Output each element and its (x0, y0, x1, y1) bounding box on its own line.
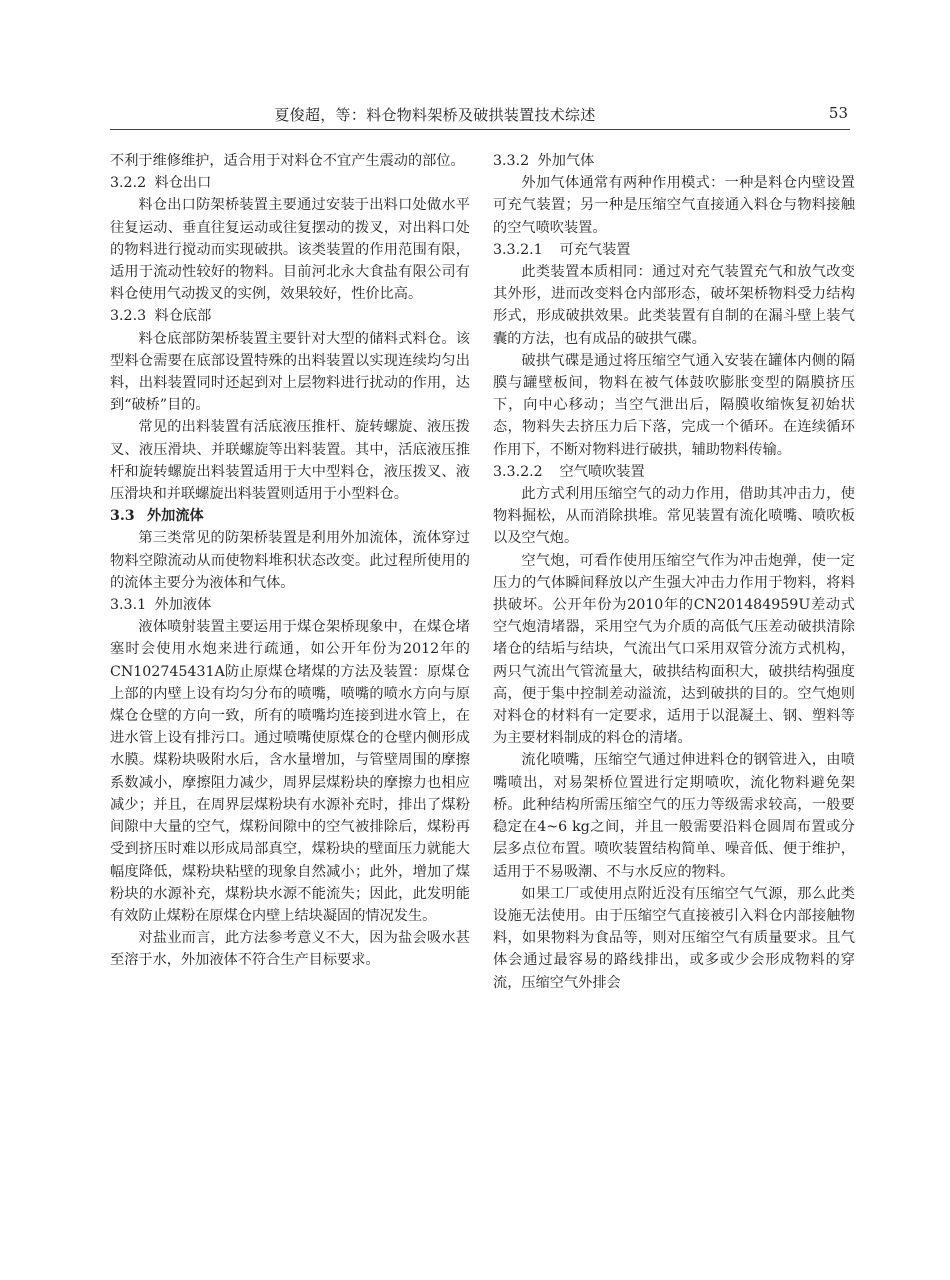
right-column (493, 150, 855, 994)
section-heading-3-3-1 (110, 594, 470, 616)
section-heading-3-3-2-2 (493, 461, 855, 483)
paragraph: 破拱气碟是通过将压缩空气通入安装在罐体内侧的隔膜与罐壁板间，物料在被气体鼓吹膨胀变型的隔膜挤压下，向中心移动；当空气泄出后，隔膜收缩恢复初始状态，物料失去挤压力后下落，完成一个循环。在连续循环作用下，不断对物料进行破拱，辅助物料传输。 (493, 352, 855, 458)
section-heading-3-2-2 (110, 172, 470, 194)
section-number: 3.3.1 (110, 597, 147, 614)
paragraph: 空气炮，可看作使用压缩空气作为冲击炮弹，使一定压力的气体瞬间释放以产生强大冲击力作用于物料，将料拱破坏。公开年份为2010年的CN201484959U差动式空气炮清堵器，采用空气为介质的高低气压差动破拱清除堵仓的结垢与结块，气流出气口采用双管分流方式机构，两只气流出气管流量大，破拱结构面积大，破拱结构强度高，便于集中控制差动溢流，达到破拱的目的。空气炮则对料仓的材料有一定要求，适用于以混凝土、钢、塑料等为主要材料制成的料仓的清堵。 (493, 552, 855, 747)
section-number: 3.2.2 (110, 175, 147, 192)
section-number: 3.3 (110, 508, 135, 525)
paragraph: 料仓出口防架桥装置主要通过安装于出料口处做水平往复运动、垂直往复运动或往复摆动的拨叉，对出料口处的物料进行搅动而实现破拱。该类装置的作用范围有限，适用于流动性较好的物料。目前河北永大食盐有限公司有料仓使用气动拨叉的实例，效果较好，性价比高。 (110, 197, 470, 303)
section-number: 3.2.3 (110, 308, 147, 325)
section-title: 外加气体 (537, 153, 595, 169)
section-heading-3-3-2-1 (493, 239, 855, 261)
section-number: 3.3.2.1 (493, 241, 543, 258)
section-title: 外加流体 (146, 508, 204, 525)
section-title: 料仓出口 (154, 175, 212, 192)
paragraph: 对盐业而言，此方法参考意义不大，因为盐会吸水甚至溶于水，外加液体不符合生产目标要求。 (110, 930, 470, 969)
section-heading-3-2-3 (110, 305, 470, 327)
section-heading-3-3-2 (493, 150, 855, 172)
paragraph: 不利于维修维护，适合用于对料仓不宜产生震动的部位。 (110, 153, 465, 169)
running-header (110, 103, 850, 130)
section-number: 3.3.2.2 (493, 463, 543, 480)
section-title: 外加液体 (154, 597, 212, 614)
running-title: 夏俊超，等：料仓物料架桥及破拱装置技术综述 (274, 106, 596, 124)
paragraph: 如果工厂或使用点附近没有压缩空气气源，那么此类设施无法使用。由于压缩空气直接被引入料仓内部接触物料，如果物料为食品等，则对压缩空气有质量要求。且气体会通过最容易的路线排出，或多或少会形成物料的穿流，压缩空气外排会 (493, 885, 855, 991)
section-title: 空气喷吹装置 (559, 463, 645, 480)
left-column (110, 150, 470, 972)
section-number: 3.3.2 (493, 153, 530, 169)
paragraph: 外加气体通常有两种作用模式：一种是料仓内壁设置可充气装置；另一种是压缩空气直接通入料仓与物料接触的空气喷吹装置。 (493, 175, 855, 236)
paragraph: 料仓底部防架桥装置主要针对大型的储料式料仓。该型料仓需要在底部设置特殊的出料装置以实现连续均匀出料，出料装置同时还起到对上层物料进行扰动的作用，达到“破桥”目的。 (110, 330, 470, 414)
paragraph: 此方式利用压缩空气的动力作用，借助其冲击力，使物料掘松，从而消除拱堆。常见装置有流化喷嘴、喷吹板以及空气炮。 (493, 486, 855, 547)
section-heading-3-3 (110, 505, 470, 527)
paragraph: 常见的出料装置有活底液压推杆、旋转螺旋、液压拨叉、液压滑块、并联螺旋等出料装置。其中，活底液压推杆和旋转螺旋出料装置适用于大中型料仓，液压拨叉、液压滑块和并联螺旋出料装置则适用于小型料仓。 (110, 419, 470, 503)
page-number: 53 (828, 104, 848, 122)
section-title: 料仓底部 (154, 308, 212, 325)
section-title: 可充气装置 (559, 241, 631, 258)
paragraph: 液体喷射装置主要运用于煤仓架桥现象中，在煤仓堵塞时会使用水炮来进行疏通，如公开年份为2012年的CN102745431A防止原煤仓堵煤的方法及装置：原煤仓上部的内壁上设有均匀分布的喷嘴，喷嘴的喷水方向与原煤仓仓壁的方向一致，所有的喷嘴均连接到进水管上，在进水管上设有排污口。通过喷嘴使原煤仓的仓壁内侧形成水膜。煤粉块吸附水后，含水量增加，与管壁周围的摩擦系数减小，摩擦阻力减少，周界层煤粉块的摩擦力也相应减少；并且，在周界层煤粉块有水源补充时，排出了煤粉间隙中大量的空气，煤粉间隙中的空气被排除后，煤粉再受到挤压时难以形成局部真空，煤粉块的壁面压力就能大幅度降低，煤粉块粘壁的现象自然减小；此外，增加了煤粉块的水源补充，煤粉块水源不能流失；因此，此发明能有效防止煤粉在原煤仓内壁上结块凝固的情况发生。 (110, 619, 470, 924)
paragraph: 此类装置本质相同：通过对充气装置充气和放气改变其外形，进而改变料仓内部形态，破坏架桥物料受力结构形式，形成破拱效果。此类装置有自制的在漏斗壁上装气囊的方法，也有成品的破拱气碟。 (493, 264, 855, 347)
paragraph: 第三类常见的防架桥装置是利用外加流体，流体穿过物料空隙流动从而使物料堆积状态改变。此过程所使用的的流体主要分为液体和气体。 (110, 530, 470, 591)
paragraph: 流化喷嘴，压缩空气通过伸进料仓的钢管进入，由喷嘴喷出，对易架桥位置进行定期喷吹，流化物料避免架桥。此种结构所需压缩空气的压力等级需求较高，一般要稳定在4~6 kg之间，并且一般需要沿料仓圆周布置或分层多点位布置。喷吹装置结构简单、噪音低、便于维护，适用于不易吸潮、不与水反应的物料。 (493, 752, 855, 880)
